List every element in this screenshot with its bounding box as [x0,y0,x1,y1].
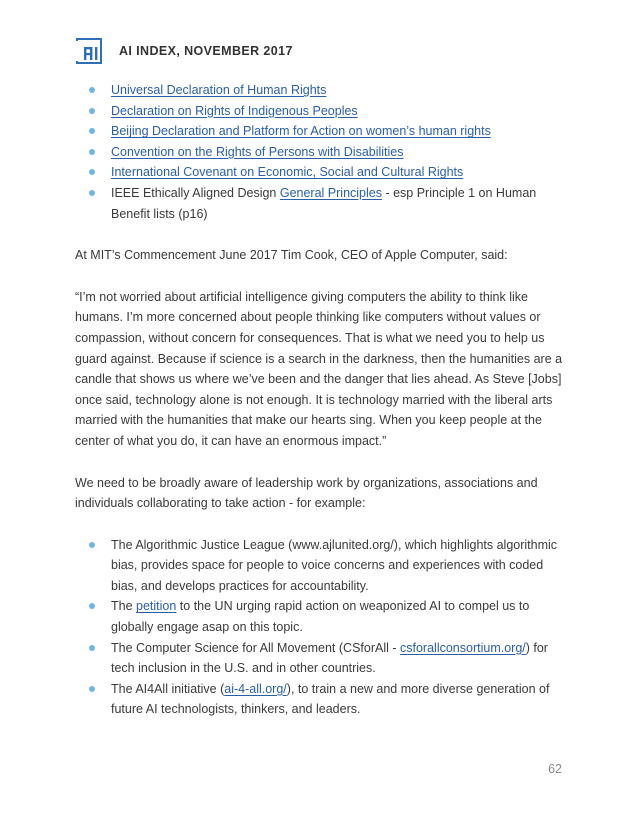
link-csforall[interactable]: csforallconsortium.org/ [400,640,526,655]
list-item-text: The Algorithmic Justice League (www.ajlunited.org/), which highlights algorithmic bias, provides space for people to voice concerns and experiences with coded bias, and develops practices for accountability. [111,537,558,593]
link-indigenous-peoples[interactable]: Declaration on Rights of Indigenous Peoples [111,103,358,118]
document-title: AI INDEX, NOVEMBER 2017 [119,44,293,58]
link-universal-declaration[interactable]: Universal Declaration of Human Rights [111,83,327,97]
intro-paragraph: At MIT’s Commencement June 2017 Tim Cook, CEO of Apple Computer, said: [75,248,508,263]
list-item [75,596,565,637]
list-item-text: The [111,599,137,614]
lead-paragraph: We need to be broadly aware of leadership work by organizations, associations and individuals collaborating to take action - for example: [75,475,538,511]
list-item [75,183,565,224]
link-ai4all[interactable]: ai-4-all.org/ [224,681,287,696]
link-general-principles[interactable]: General Principles [279,185,382,200]
list-item-text: The Computer Science for All Movement (CSforAll - [111,640,400,655]
list-item-text: IEEE Ethically Aligned Design [111,185,280,200]
rights-list [75,80,565,224]
page-header [75,37,293,65]
list-item-text: ), to train a new and more diverse generation of future AI technologists, thinkers, and leaders. [111,681,550,717]
link-covenant-economic-rights[interactable]: International Covenant on Economic, Social and Cultural Rights [111,165,464,180]
list-item [75,162,565,183]
list-item-text: The AI4All initiative ( [111,681,225,696]
list-item-text: - esp Principle 1 on Human Benefit lists (p16) [111,185,537,221]
list-item [75,121,565,142]
list-item [75,679,565,720]
ai-index-logo [75,38,103,64]
list-item [75,535,565,597]
list-item [75,638,565,679]
page-number: 62 [548,762,562,776]
link-petition[interactable]: petition [136,599,177,614]
list-item [75,101,565,122]
quote-paragraph: “I’m not worried about artificial intelligence giving computers the ability to think like humans. I’m more concerned about people thinking like computers without values or compassion, without concern for consequences. That is what we need you to help us guard against. Because if science is a search in the darkness, then the humanities are a candle that shows us where we’ve been and the danger that lies ahead. As Steve [Jobs] once said, technology alone is not enough. It is technology married with the liberal arts married with the humanities that make our hearts sing. When you keep people at the center of what you do, it can have an enormous impact.” [75,289,563,448]
link-disabilities-convention[interactable]: Convention on the Rights of Persons with Disabilities [111,144,404,159]
link-beijing-declaration[interactable]: Beijing Declaration and Platform for Action on women’s human rights [111,124,491,139]
page-content [75,80,565,720]
list-item [75,142,565,163]
list-item [75,80,565,101]
list-item-text: to the UN urging rapid action on weaponized AI to compel us to globally engage asap on this topic. [111,599,530,635]
initiatives-list [75,535,565,720]
list-item-text: ) for tech inclusion in the U.S. and in other countries. [111,640,548,676]
